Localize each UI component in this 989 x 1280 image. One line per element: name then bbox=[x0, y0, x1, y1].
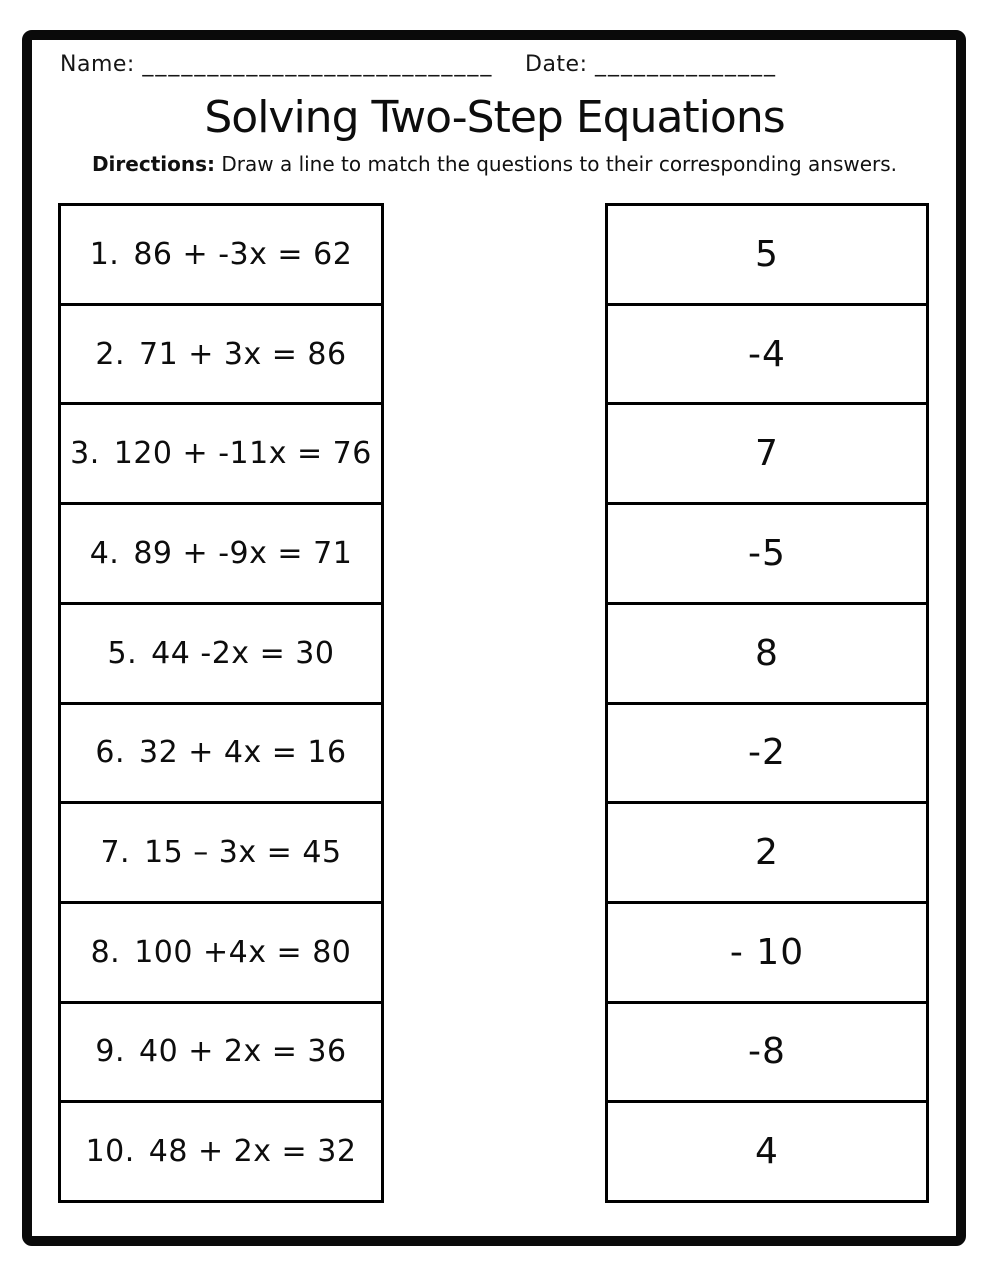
date-label: Date: bbox=[525, 52, 595, 77]
question-cell-2 bbox=[61, 303, 381, 403]
header-line bbox=[60, 52, 940, 82]
question-cell-5 bbox=[61, 602, 381, 702]
name-label: Name: bbox=[60, 52, 143, 77]
question-equation: 40 + 2x = 36 bbox=[139, 1034, 347, 1070]
question-equation: 48 + 2x = 32 bbox=[148, 1134, 357, 1170]
question-equation: 100 +4x = 80 bbox=[134, 934, 352, 970]
answer-cell-2: -4 bbox=[608, 303, 926, 403]
answer-cell-1: 5 bbox=[755, 233, 779, 275]
question-cell-9 bbox=[61, 1001, 381, 1101]
question-number: 10. bbox=[85, 1134, 135, 1170]
question-equation: 86 + -3x = 62 bbox=[133, 236, 353, 272]
answer-cell-3: 7 bbox=[608, 402, 926, 502]
name-field bbox=[60, 52, 493, 77]
question-number: 6. bbox=[95, 735, 125, 771]
answer-cell-9: -8 bbox=[608, 1001, 926, 1101]
answer-cell-5: 8 bbox=[608, 602, 926, 702]
question-number: 2. bbox=[95, 336, 125, 372]
question-cell-1 bbox=[61, 206, 381, 303]
directions-label: Directions: bbox=[91, 152, 215, 176]
answer-cell-7: 2 bbox=[608, 801, 926, 901]
question-number: 7. bbox=[100, 835, 131, 871]
question-equation: 89 + -9x = 71 bbox=[133, 535, 353, 571]
answer-cell-10: 4 bbox=[608, 1100, 926, 1200]
page-title: Solving Two-Step Equations bbox=[204, 92, 785, 143]
answer-cell-6: -2 bbox=[608, 702, 926, 802]
answers-table bbox=[605, 203, 929, 1203]
question-equation: 120 + -11x = 76 bbox=[113, 436, 372, 472]
question-number: 5. bbox=[107, 635, 138, 671]
directions bbox=[0, 152, 989, 176]
name-blank-line: ___________________________ bbox=[142, 52, 494, 77]
question-cell-4 bbox=[61, 502, 381, 602]
question-equation: 32 + 4x = 16 bbox=[139, 735, 347, 771]
question-equation: 15 – 3x = 45 bbox=[144, 835, 342, 871]
answer-cell-8: - 10 bbox=[608, 901, 926, 1001]
question-cell-10 bbox=[61, 1100, 381, 1200]
directions-text: Draw a line to match the questions to their corresponding answers. bbox=[215, 152, 898, 176]
question-cell-6 bbox=[61, 702, 381, 802]
questions-table bbox=[58, 203, 384, 1203]
question-cell-8 bbox=[61, 901, 381, 1001]
question-equation: 71 + 3x = 86 bbox=[139, 336, 347, 372]
question-number: 1. bbox=[89, 236, 120, 272]
question-number: 9. bbox=[95, 1034, 125, 1070]
answer-cell-4: -5 bbox=[608, 502, 926, 602]
question-cell-7 bbox=[61, 801, 381, 901]
question-cell-3 bbox=[61, 402, 381, 502]
question-number: 3. bbox=[70, 436, 100, 472]
date-blank-line: ______________ bbox=[595, 52, 777, 77]
question-number: 4. bbox=[89, 535, 120, 571]
question-number: 8. bbox=[90, 934, 121, 970]
question-equation: 44 -2x = 30 bbox=[151, 635, 335, 671]
date-field bbox=[525, 52, 777, 77]
